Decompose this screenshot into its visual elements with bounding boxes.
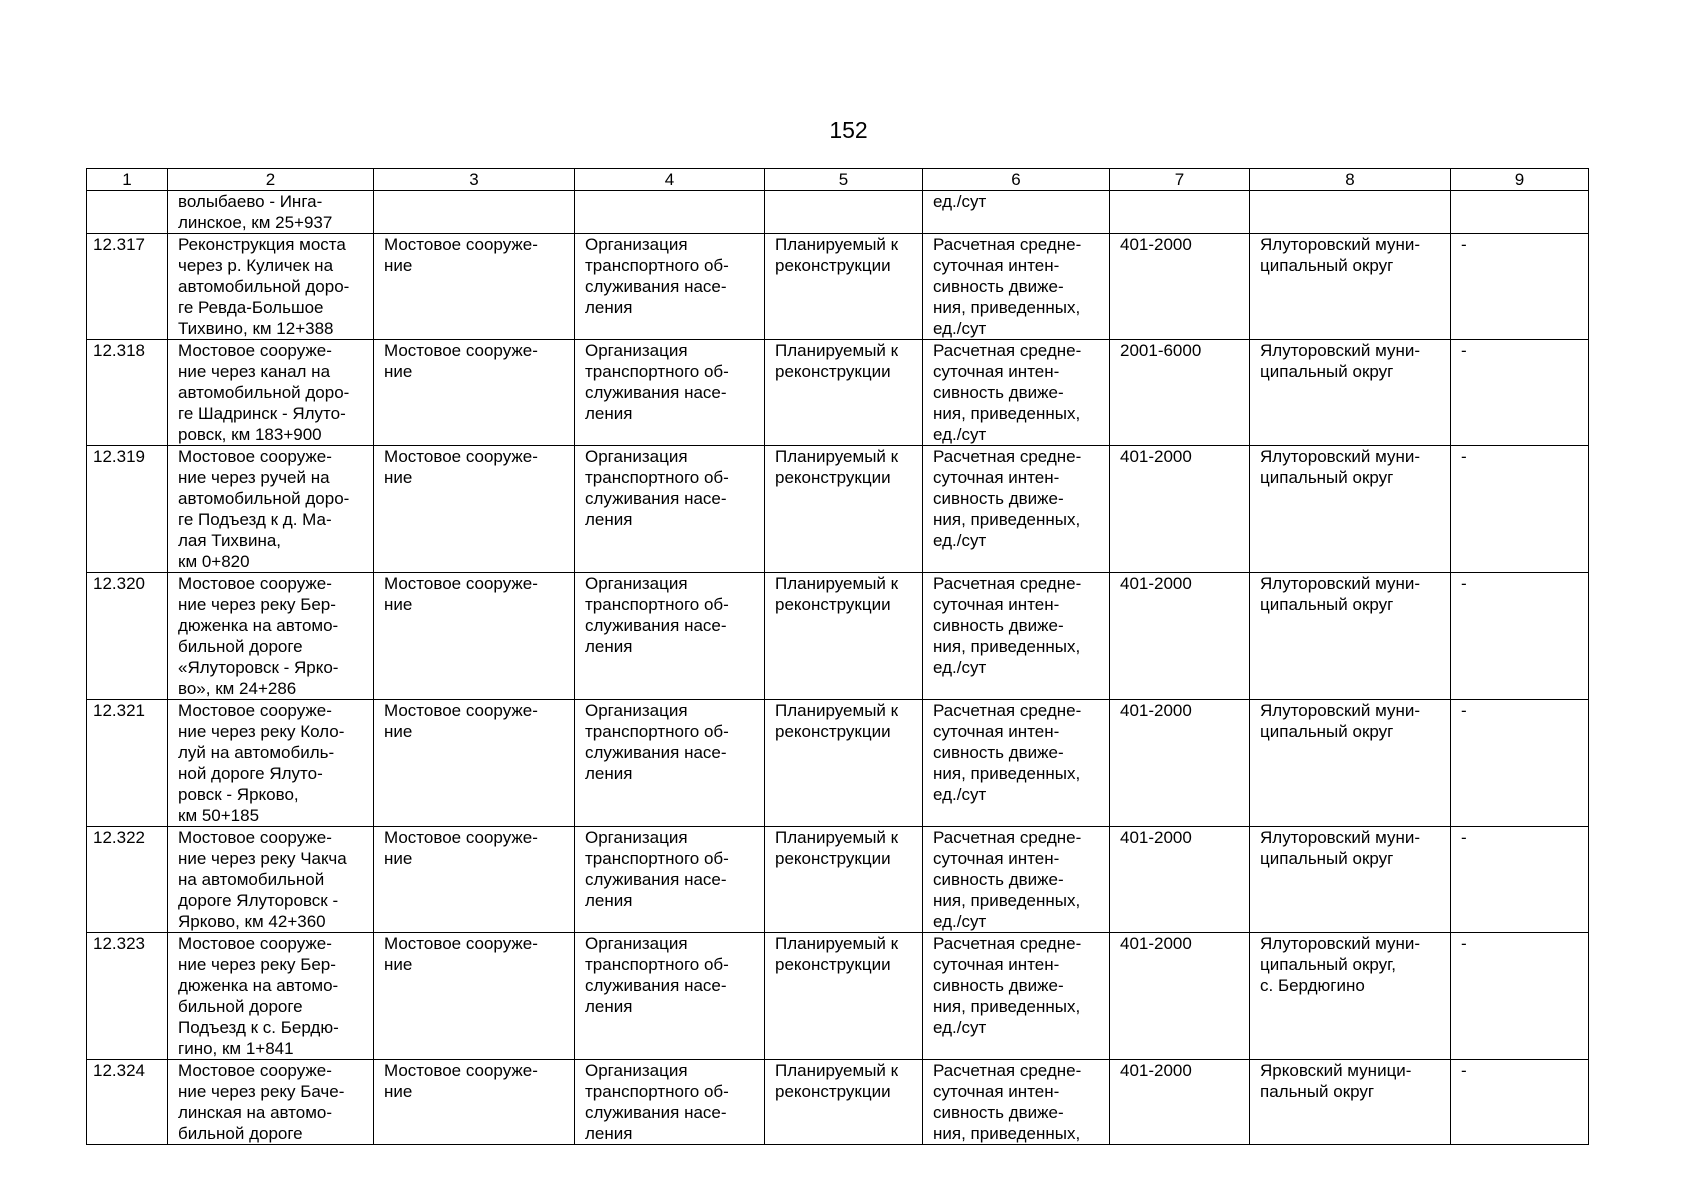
column-number: 6 [923, 169, 1110, 191]
cell-location: Ялуторовский муни- ципальный округ [1250, 234, 1451, 340]
column-number: 2 [168, 169, 374, 191]
cell-parameter: Расчетная средне- суточная интен- сивность движе- ния, приведенных, ед./сут [923, 446, 1110, 573]
column-number: 1 [87, 169, 168, 191]
cell-number: 12.318 [87, 340, 168, 446]
cell-status: Планируемый к реконструкции [765, 827, 923, 933]
cell-purpose: Организация транспортного об- служивания насе- ления [575, 827, 765, 933]
cell-parameter: Расчетная средне- суточная интен- сивность движе- ния, приведенных, ед./сут [923, 234, 1110, 340]
cell-object-type: Мостовое сооруже- ние [374, 933, 575, 1060]
cell-status: Планируемый к реконструкции [765, 340, 923, 446]
table-row [87, 1060, 1589, 1145]
cell-number: 12.321 [87, 700, 168, 827]
table-row [87, 340, 1589, 446]
cell-parameter: Расчетная средне- суточная интен- сивность движе- ния, приведенных, ед./сут [923, 827, 1110, 933]
cell-object-type: Мостовое сооруже- ние [374, 234, 575, 340]
cell-value: 401-2000 [1110, 234, 1250, 340]
cell-purpose: Организация транспортного об- служивания насе- ления [575, 234, 765, 340]
cell-object-name: Мостовое сооруже- ние через реку Коло- луй на автомобиль- ной дороге Ялуто- ровск - Ярково, км 50+185 [168, 700, 374, 827]
cell-zone: - [1451, 340, 1589, 446]
cell-zone: - [1451, 1060, 1589, 1145]
cell-zone: - [1451, 234, 1589, 340]
cell-object-type: Мостовое сооруже- ние [374, 340, 575, 446]
cell-location [1250, 191, 1451, 234]
cell-zone [1451, 191, 1589, 234]
cell-zone: - [1451, 700, 1589, 827]
cell-number: 12.322 [87, 827, 168, 933]
cell-status [765, 191, 923, 234]
cell-status: Планируемый к реконструкции [765, 234, 923, 340]
cell-zone: - [1451, 446, 1589, 573]
cell-value: 401-2000 [1110, 446, 1250, 573]
cell-value [1110, 191, 1250, 234]
cell-object-type: Мостовое сооруже- ние [374, 1060, 575, 1145]
column-number-row [87, 169, 1589, 191]
cell-object-type: Мостовое сооруже- ние [374, 446, 575, 573]
cell-object-name: Мостовое сооруже- ние через канал на автомобильной доро- ге Шадринск - Ялуто- ровск, км 183+900 [168, 340, 374, 446]
column-number: 7 [1110, 169, 1250, 191]
cell-number: 12.319 [87, 446, 168, 573]
table-row [87, 700, 1589, 827]
cell-object-name: Реконструкция моста через р. Куличек на автомобильной доро- ге Ревда-Большое Тихвино, км 12+388 [168, 234, 374, 340]
cell-object-name: Мостовое сооруже- ние через реку Бер- дюженка на автомо- бильной дороге «Ялуторовск - Ярко- во», км 24+286 [168, 573, 374, 700]
cell-parameter: ед./сут [923, 191, 1110, 234]
cell-zone: - [1451, 573, 1589, 700]
table-row [87, 573, 1589, 700]
column-number: 5 [765, 169, 923, 191]
cell-purpose: Организация транспортного об- служивания насе- ления [575, 1060, 765, 1145]
cell-number: 12.317 [87, 234, 168, 340]
cell-location: Ялуторовский муни- ципальный округ [1250, 573, 1451, 700]
cell-location: Ялуторовский муни- ципальный округ [1250, 700, 1451, 827]
cell-object-name: Мостовое сооруже- ние через ручей на автомобильной доро- ге Подъезд к д. Ма- лая Тихвина, км 0+820 [168, 446, 374, 573]
cell-status: Планируемый к реконструкции [765, 933, 923, 1060]
cell-object-name: Мостовое сооруже- ние через реку Бер- дюженка на автомо- бильной дороге Подъезд к с. Бердю- гино, км 1+841 [168, 933, 374, 1060]
column-number: 9 [1451, 169, 1589, 191]
cell-value: 401-2000 [1110, 573, 1250, 700]
cell-purpose: Организация транспортного об- служивания насе- ления [575, 700, 765, 827]
cell-number: 12.324 [87, 1060, 168, 1145]
cell-value: 401-2000 [1110, 700, 1250, 827]
cell-value: 401-2000 [1110, 933, 1250, 1060]
cell-value: 401-2000 [1110, 827, 1250, 933]
cell-purpose [575, 191, 765, 234]
cell-value: 2001-6000 [1110, 340, 1250, 446]
cell-purpose: Организация транспортного об- служивания насе- ления [575, 573, 765, 700]
cell-parameter: Расчетная средне- суточная интен- сивность движе- ния, приведенных, ед./сут [923, 340, 1110, 446]
cell-number [87, 191, 168, 234]
table-row [87, 827, 1589, 933]
cell-value: 401-2000 [1110, 1060, 1250, 1145]
cell-parameter: Расчетная средне- суточная интен- сивность движе- ния, приведенных, [923, 1060, 1110, 1145]
table-row [87, 234, 1589, 340]
cell-object-name: волыбаево - Инга- линское, км 25+937 [168, 191, 374, 234]
page-number: 152 [829, 117, 868, 143]
cell-object-type: Мостовое сооруже- ние [374, 700, 575, 827]
cell-location: Ялуторовский муни- ципальный округ, с. Бердюгино [1250, 933, 1451, 1060]
cell-location: Ялуторовский муни- ципальный округ [1250, 827, 1451, 933]
table-row [87, 446, 1589, 573]
cell-object-name: Мостовое сооруже- ние через реку Чакча на автомобильной дороге Ялуторовск - Ярково, км 42+360 [168, 827, 374, 933]
cell-number: 12.323 [87, 933, 168, 1060]
register-table [86, 168, 1589, 1145]
cell-location: Ялуторовский муни- ципальный округ [1250, 340, 1451, 446]
column-number: 3 [374, 169, 575, 191]
cell-status: Планируемый к реконструкции [765, 700, 923, 827]
column-number: 8 [1250, 169, 1451, 191]
cell-object-type: Мостовое сооруже- ние [374, 573, 575, 700]
cell-parameter: Расчетная средне- суточная интен- сивность движе- ния, приведенных, ед./сут [923, 933, 1110, 1060]
continuation-row [87, 191, 1589, 234]
table-row [87, 933, 1589, 1060]
cell-purpose: Организация транспортного об- служивания насе- ления [575, 933, 765, 1060]
cell-purpose: Организация транспортного об- служивания насе- ления [575, 340, 765, 446]
cell-number: 12.320 [87, 573, 168, 700]
cell-object-name: Мостовое сооруже- ние через реку Баче- линская на автомо- бильной дороге [168, 1060, 374, 1145]
cell-status: Планируемый к реконструкции [765, 1060, 923, 1145]
cell-parameter: Расчетная средне- суточная интен- сивность движе- ния, приведенных, ед./сут [923, 573, 1110, 700]
cell-location: Ярковский муници- пальный округ [1250, 1060, 1451, 1145]
cell-zone: - [1451, 933, 1589, 1060]
cell-parameter: Расчетная средне- суточная интен- сивность движе- ния, приведенных, ед./сут [923, 700, 1110, 827]
cell-object-type [374, 191, 575, 234]
cell-status: Планируемый к реконструкции [765, 573, 923, 700]
cell-status: Планируемый к реконструкции [765, 446, 923, 573]
cell-zone: - [1451, 827, 1589, 933]
cell-location: Ялуторовский муни- ципальный округ [1250, 446, 1451, 573]
cell-object-type: Мостовое сооруже- ние [374, 827, 575, 933]
cell-purpose: Организация транспортного об- служивания насе- ления [575, 446, 765, 573]
column-number: 4 [575, 169, 765, 191]
